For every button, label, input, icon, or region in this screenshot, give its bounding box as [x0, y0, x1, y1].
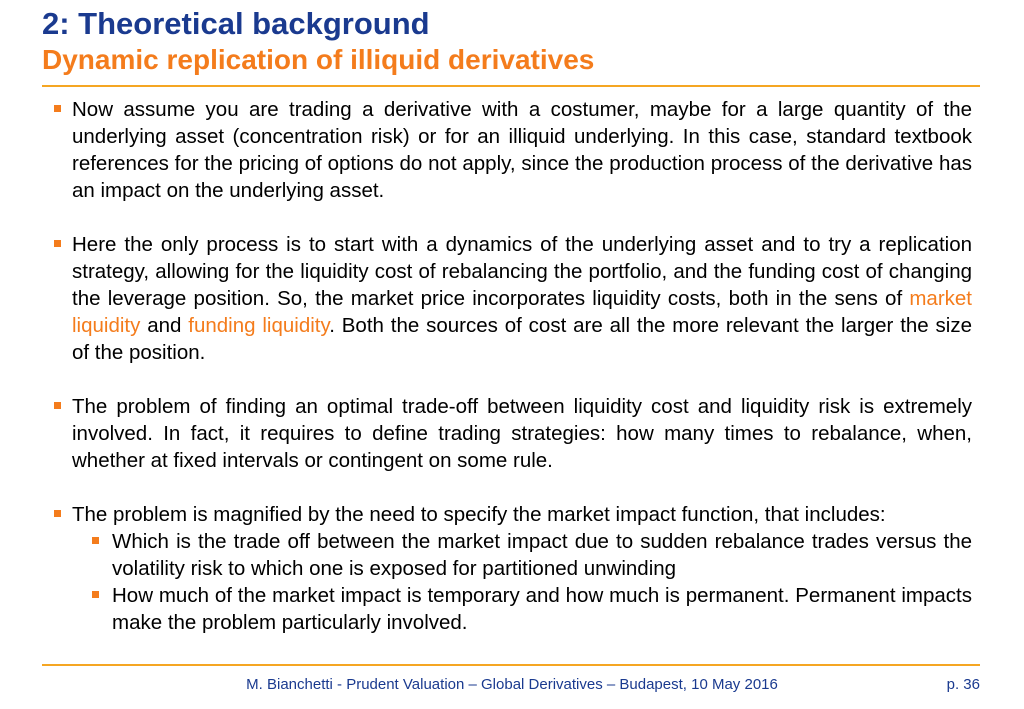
sub-bullet-list: [90, 528, 972, 636]
square-bullet-icon: [92, 537, 99, 544]
bullet-item: [52, 96, 972, 204]
bullet-item: [52, 393, 972, 474]
square-bullet-icon: [54, 402, 61, 409]
sub-bullet-item: [90, 528, 972, 582]
bullet-text-part: and: [140, 314, 189, 337]
bullet-text: Now assume you are trading a derivative with a costumer, maybe for a large quantity of the underlying asset (concentration risk) or for an illiquid underlying. In this case, standard textbook references for the pricing of options do not apply, since the production process of the derivative has an impact on the underlying asset.: [72, 98, 972, 202]
page-number: p. 36: [946, 676, 980, 693]
slide-footer: [0, 674, 1024, 696]
bullet-item: [52, 231, 972, 366]
bullet-text-part: Here the only process is to start with a dynamics of the underlying asset and to try a replication strategy, allowing for the liquidity cost of rebalancing the portfolio, and the funding cost of changing the leverage position. So, the market price incorporates liquidity costs, both in the sens of: [72, 233, 972, 310]
bullet-text-part: . Both the sources of cost are all the more relevant the larger the size of the position.: [72, 314, 972, 364]
slide-subtitle: Dynamic replication of illiquid derivatives: [42, 44, 595, 75]
square-bullet-icon: [92, 591, 99, 598]
square-bullet-icon: [54, 510, 61, 517]
bullet-text: The problem of finding an optimal trade-off between liquidity cost and liquidity risk is extremely involved. In fact, it requires to define trading strategies: how many times to rebalance, when, whether at fixed intervals or contingent on some rule.: [72, 395, 972, 472]
slide-title: 2: Theoretical background: [42, 6, 430, 41]
sub-bullet-item: [90, 582, 972, 636]
footer-divider: [42, 664, 980, 666]
header-divider: [42, 85, 980, 87]
footer-text: M. Bianchetti - Prudent Valuation – Global Derivatives – Budapest, 10 May 2016: [246, 676, 778, 693]
slide-body: [52, 96, 972, 636]
bullet-item: [52, 501, 972, 528]
highlight-market-liquidity: market liquidity: [72, 287, 972, 337]
square-bullet-icon: [54, 240, 61, 247]
bullet-text: The problem is magnified by the need to specify the market impact function, that includes:: [72, 503, 886, 526]
sub-bullet-text: Which is the trade off between the market impact due to sudden rebalance trades versus the volatility risk to which one is exposed for partitioned unwinding: [112, 530, 972, 580]
highlight-funding-liquidity: funding liquidity: [188, 314, 330, 337]
square-bullet-icon: [54, 105, 61, 112]
sub-bullet-text: How much of the market impact is temporary and how much is permanent. Permanent impacts make the problem particularly involved.: [112, 584, 972, 634]
